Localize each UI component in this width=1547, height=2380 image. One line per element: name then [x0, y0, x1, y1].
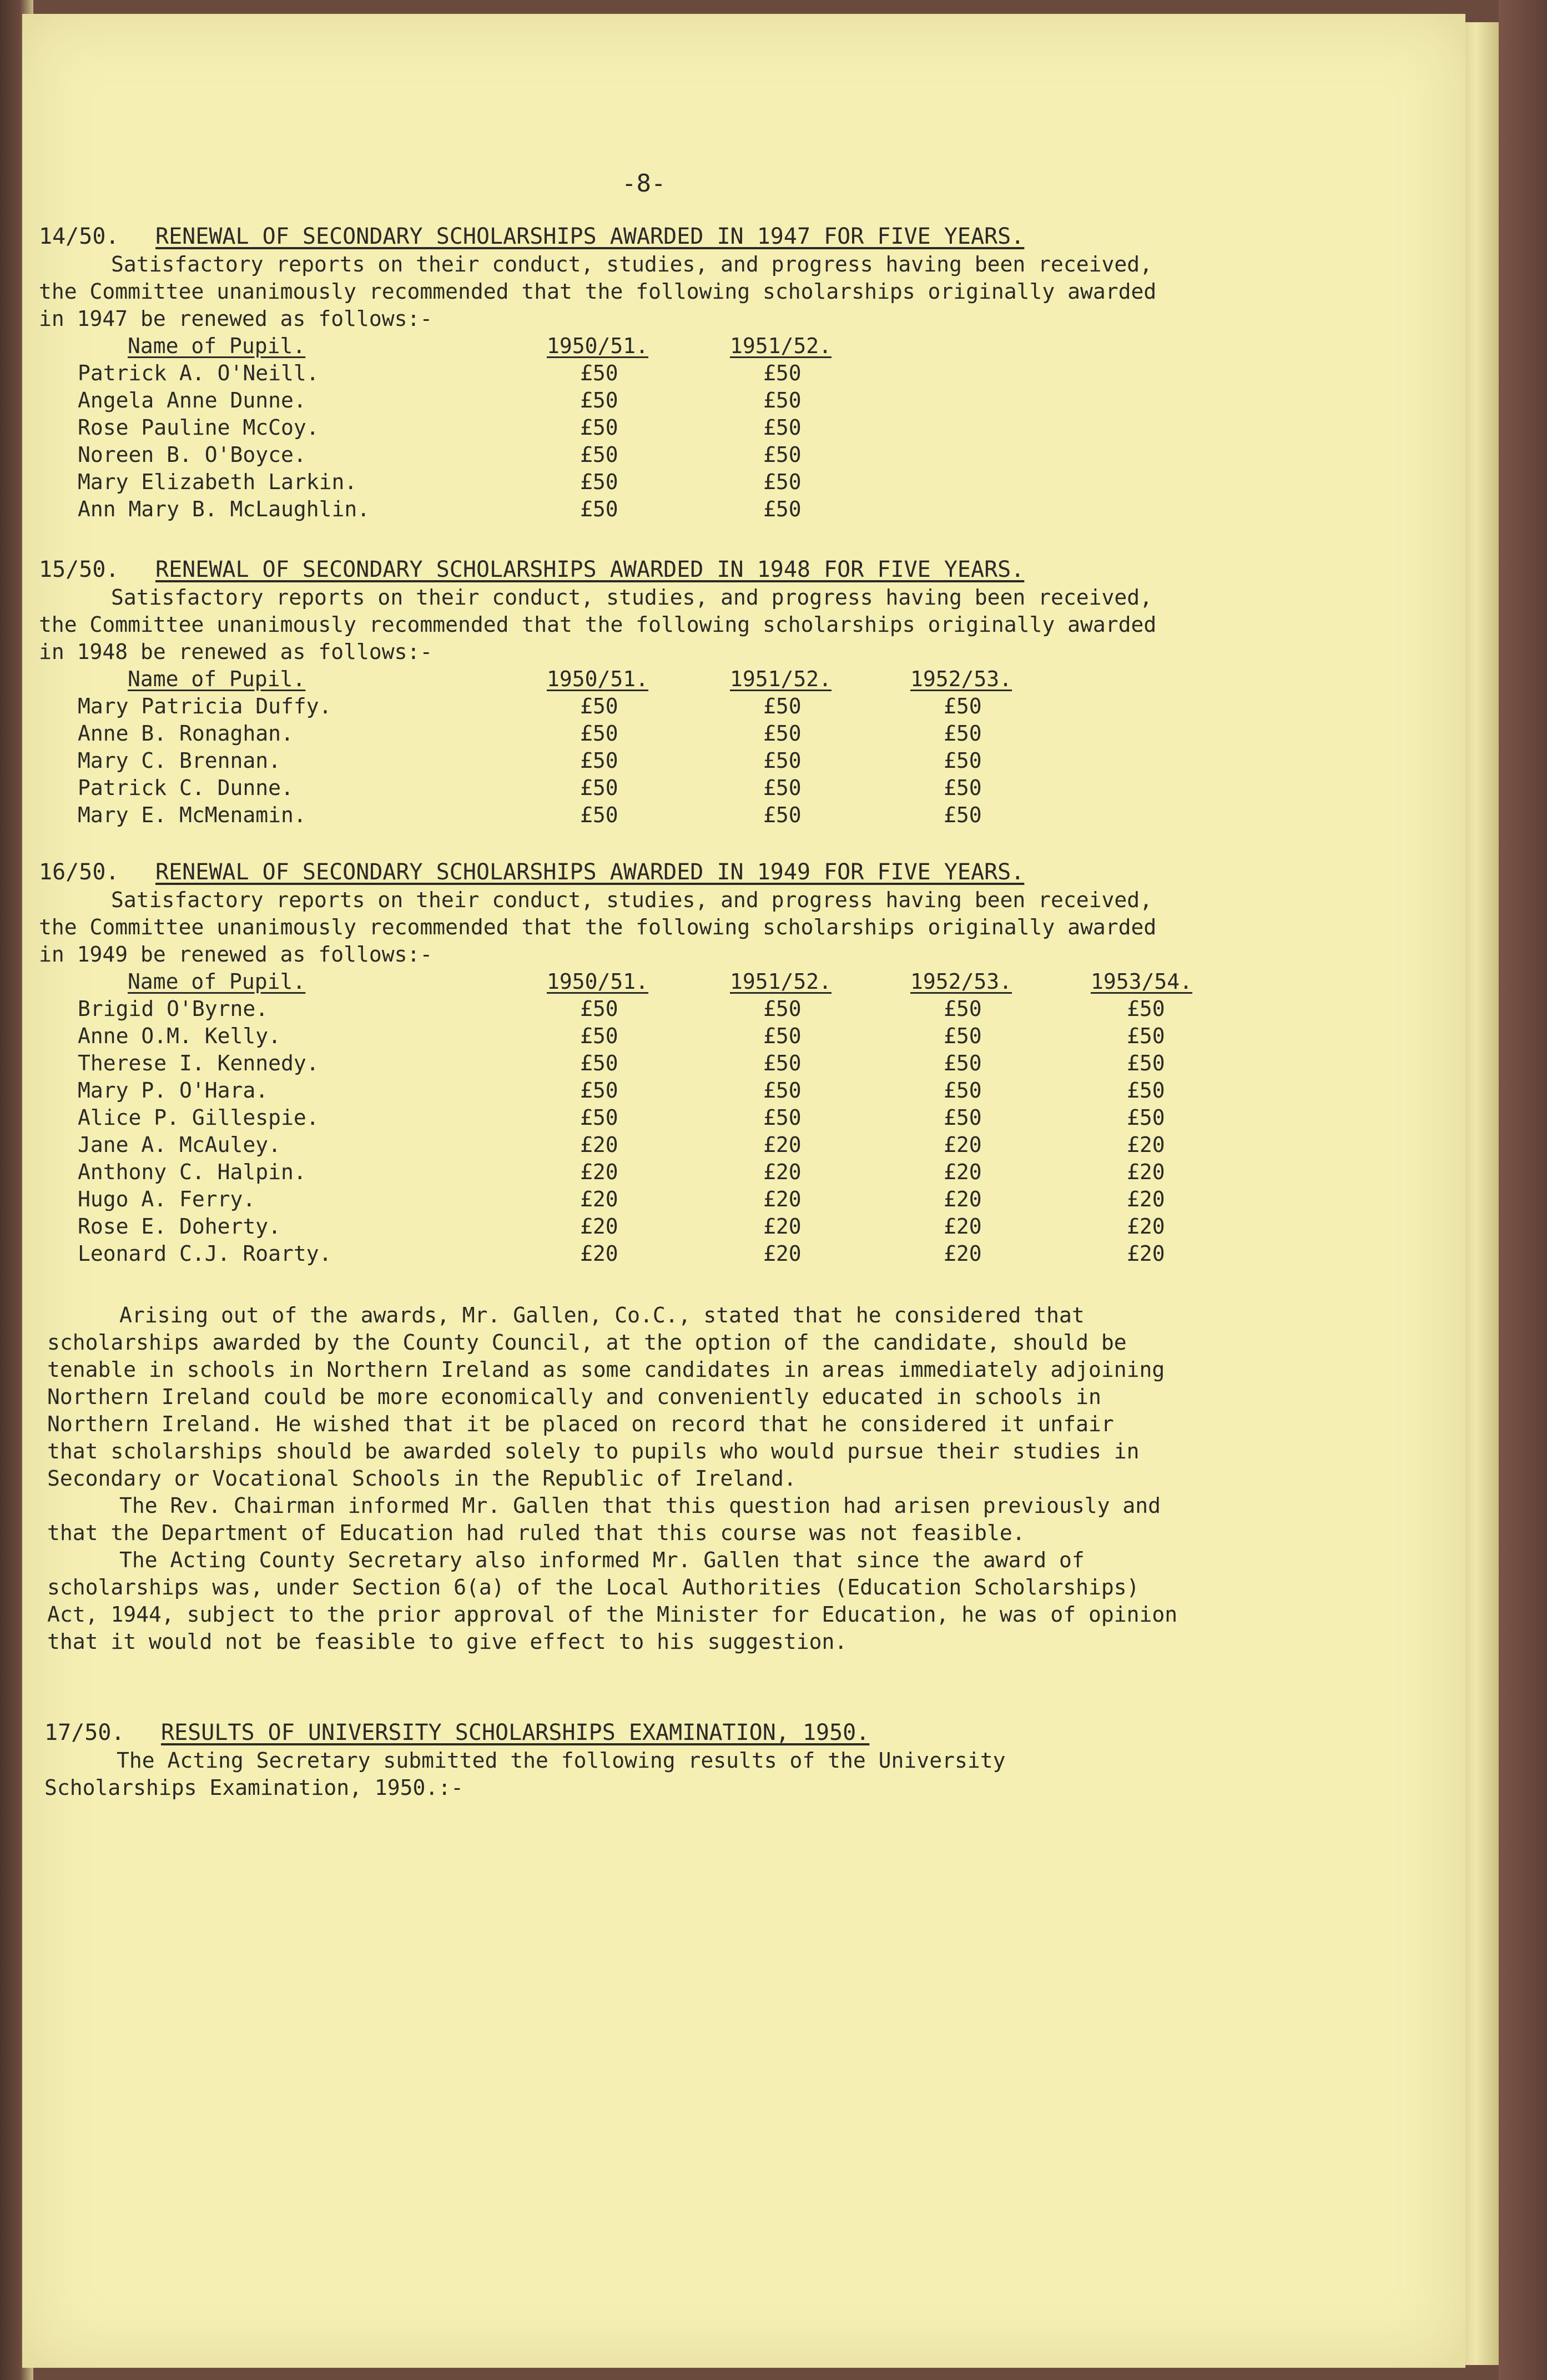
paragraph-line: Northern Ireland. He wished that it be placed on record that he considered it unfair	[47, 1412, 1114, 1436]
scholarship-table	[39, 968, 1316, 1267]
amount: £50	[763, 1105, 802, 1130]
amount: £50	[763, 694, 802, 718]
amount: £50	[763, 442, 802, 467]
back-pages	[1460, 22, 1499, 2365]
section-heading	[44, 1718, 1321, 1747]
amount: £20	[1127, 1214, 1165, 1239]
discussion-block	[47, 1302, 1324, 1656]
amount: £50	[580, 1105, 618, 1130]
amount: £50	[944, 694, 982, 718]
paragraph-line: The Rev. Chairman informed Mr. Gallen that this question had arisen previously and	[119, 1493, 1161, 1518]
table-row	[39, 414, 1316, 441]
pupil-name: Mary C. Brennan.	[78, 748, 281, 773]
amount: £20	[1127, 1187, 1165, 1211]
amount: £50	[580, 388, 618, 412]
section-15-50	[39, 555, 1316, 829]
paragraph-line: that the Department of Education had ruled that this course was not feasible.	[47, 1521, 1025, 1545]
amount: £20	[944, 1160, 982, 1184]
table-row	[39, 802, 1316, 829]
paragraph-line: the Committee unanimously recommended that the following scholarships originally awarded	[39, 612, 1157, 637]
paragraph-line: the Committee unanimously recommended that the following scholarships originally awarded	[39, 279, 1157, 304]
section-heading	[39, 222, 1316, 251]
column-header: 1951/52.	[730, 334, 832, 358]
amount: £50	[580, 442, 618, 467]
table-row	[39, 1159, 1316, 1186]
column-header: Name of Pupil.	[128, 334, 306, 358]
section-heading	[39, 858, 1316, 887]
amount: £50	[944, 1078, 982, 1103]
table-row	[39, 441, 1316, 469]
amount: £20	[944, 1187, 982, 1211]
table-header	[39, 968, 1316, 995]
table-row	[39, 360, 1316, 387]
amount: £50	[763, 415, 802, 440]
paragraph-line: Secondary or Vocational Schools in the Republic of Ireland.	[47, 1466, 797, 1491]
section-17-50	[44, 1718, 1321, 1802]
pupil-name: Noreen B. O'Boyce.	[78, 442, 306, 467]
amount: £50	[763, 803, 802, 827]
table-row	[39, 1186, 1316, 1213]
table-row	[39, 1023, 1316, 1050]
amount: £50	[944, 1024, 982, 1048]
paragraph-line: Act, 1944, subject to the prior approval of the Minister for Education, he was of opinion	[47, 1602, 1178, 1627]
pupil-name: Anne B. Ronaghan.	[78, 721, 294, 746]
table-row	[39, 496, 1316, 523]
amount: £50	[580, 361, 618, 385]
column-header: 1952/53.	[910, 969, 1012, 994]
column-header: 1951/52.	[730, 667, 832, 691]
column-header: 1950/51.	[547, 969, 649, 994]
amount: £50	[763, 388, 802, 412]
amount: £20	[1127, 1241, 1165, 1266]
table-header	[39, 333, 1316, 360]
amount: £50	[1127, 1051, 1165, 1075]
amount: £50	[763, 721, 802, 746]
amount: £20	[1127, 1133, 1165, 1157]
amount: £50	[763, 470, 802, 494]
amount: £50	[763, 361, 802, 385]
table-row	[39, 387, 1316, 414]
amount: £50	[580, 415, 618, 440]
section-paragraph	[44, 1747, 1321, 1802]
section-title: RESULTS OF UNIVERSITY SCHOLARSHIPS EXAMINATION, 1950.	[161, 1720, 870, 1745]
section-title: RENEWAL OF SECONDARY SCHOLARSHIPS AWARDED IN 1948 FOR FIVE YEARS.	[155, 557, 1025, 582]
amount: £20	[763, 1241, 802, 1266]
amount: £20	[580, 1241, 618, 1266]
pupil-name: Ann Mary B. McLaughlin.	[78, 497, 370, 521]
amount: £50	[763, 1051, 802, 1075]
amount: £20	[1127, 1160, 1165, 1184]
scholarship-table	[39, 333, 1316, 523]
table-row	[39, 693, 1316, 720]
amount: £20	[763, 1160, 802, 1184]
paragraph-line: in 1947 be renewed as follows:-	[39, 306, 433, 331]
amount: £50	[944, 997, 982, 1021]
paragraph-line: scholarships awarded by the County Council, at the option of the candidate, should be	[47, 1330, 1127, 1355]
paragraph-line: that scholarships should be awarded solely to pupils who would pursue their studies in	[47, 1439, 1140, 1463]
pupil-name: Therese I. Kennedy.	[78, 1051, 319, 1075]
column-header: 1950/51.	[547, 667, 649, 691]
amount: £50	[580, 721, 618, 746]
discussion-paragraph	[47, 1302, 1324, 1656]
amount: £50	[580, 748, 618, 773]
amount: £20	[580, 1187, 618, 1211]
pupil-name: Rose E. Doherty.	[78, 1214, 281, 1239]
pupil-name: Brigid O'Byrne.	[78, 997, 269, 1021]
column-header: 1951/52.	[730, 969, 832, 994]
table-row	[39, 1050, 1316, 1077]
table-row	[39, 1077, 1316, 1104]
pupil-name: Mary E. McMenamin.	[78, 803, 306, 827]
column-header: 1950/51.	[547, 334, 649, 358]
column-header: 1953/54.	[1091, 969, 1193, 994]
paragraph-line: The Acting Secretary submitted the following results of the University	[117, 1748, 1006, 1773]
section-number: 17/50.	[44, 1720, 125, 1745]
section-heading	[39, 555, 1316, 584]
amount: £20	[944, 1241, 982, 1266]
column-header: Name of Pupil.	[128, 667, 306, 691]
amount: £50	[580, 1024, 618, 1048]
amount: £50	[944, 776, 982, 800]
amount: £50	[580, 776, 618, 800]
section-number: 15/50.	[39, 557, 119, 582]
amount: £50	[580, 470, 618, 494]
section-14-50	[39, 222, 1316, 523]
amount: £50	[580, 694, 618, 718]
amount: £50	[1127, 1105, 1165, 1130]
amount: £20	[580, 1160, 618, 1184]
pupil-name: Mary Elizabeth Larkin.	[78, 470, 357, 494]
table-row	[39, 774, 1316, 802]
table-row	[39, 720, 1316, 747]
table-row	[39, 1213, 1316, 1240]
section-16-50	[39, 858, 1316, 1267]
paragraph-line: the Committee unanimously recommended that the following scholarships originally awarded	[39, 915, 1157, 939]
amount: £50	[580, 1078, 618, 1103]
amount: £50	[944, 721, 982, 746]
amount: £20	[763, 1187, 802, 1211]
pupil-name: Patrick C. Dunne.	[78, 776, 294, 800]
amount: £50	[763, 776, 802, 800]
amount: £50	[944, 1105, 982, 1130]
amount: £50	[763, 497, 802, 521]
table-row	[39, 1104, 1316, 1131]
amount: £50	[1127, 1078, 1165, 1103]
pupil-name: Rose Pauline McCoy.	[78, 415, 319, 440]
section-number: 14/50.	[39, 224, 119, 249]
amount: £20	[763, 1133, 802, 1157]
column-header: Name of Pupil.	[128, 969, 306, 994]
pupil-name: Alice P. Gillespie.	[78, 1105, 319, 1130]
amount: £50	[763, 1078, 802, 1103]
paragraph-line: Northern Ireland could be more economically and conveniently educated in schools in	[47, 1385, 1101, 1409]
amount: £50	[944, 748, 982, 773]
amount: £20	[763, 1214, 802, 1239]
pupil-name: Mary Patricia Duffy.	[78, 694, 332, 718]
pupil-name: Anne O.M. Kelly.	[78, 1024, 281, 1048]
pupil-name: Mary P. O'Hara.	[78, 1078, 269, 1103]
section-paragraph	[39, 251, 1316, 333]
table-header	[39, 666, 1316, 693]
paragraph-line: Satisfactory reports on their conduct, studies, and progress having been received,	[111, 252, 1152, 276]
scholarship-table	[39, 666, 1316, 829]
amount: £20	[944, 1214, 982, 1239]
amount: £50	[763, 1024, 802, 1048]
table-row	[39, 747, 1316, 774]
amount: £50	[580, 803, 618, 827]
paragraph-line: Satisfactory reports on their conduct, studies, and progress having been received,	[111, 585, 1152, 610]
amount: £50	[580, 997, 618, 1021]
paragraph-line: tenable in schools in Northern Ireland as some candidates in areas immediately adjoining	[47, 1357, 1165, 1382]
section-title: RENEWAL OF SECONDARY SCHOLARSHIPS AWARDED IN 1947 FOR FIVE YEARS.	[155, 224, 1025, 249]
amount: £50	[763, 748, 802, 773]
paragraph-line: in 1948 be renewed as follows:-	[39, 640, 433, 664]
table-row	[39, 1131, 1316, 1159]
amount: £50	[580, 497, 618, 521]
paragraph-line: scholarships was, under Section 6(a) of the Local Authorities (Education Scholarships)	[47, 1575, 1140, 1599]
table-row	[39, 995, 1316, 1023]
pupil-name: Angela Anne Dunne.	[78, 388, 306, 412]
amount: £50	[1127, 1024, 1165, 1048]
column-header: 1952/53.	[910, 667, 1012, 691]
pupil-name: Leonard C.J. Roarty.	[78, 1241, 332, 1266]
paragraph-line: that it would not be feasible to give effect to his suggestion.	[47, 1629, 848, 1654]
section-paragraph	[39, 584, 1316, 666]
amount: £50	[944, 803, 982, 827]
amount: £20	[580, 1214, 618, 1239]
amount: £50	[1127, 997, 1165, 1021]
section-number: 16/50.	[39, 859, 119, 885]
paragraph-line: Satisfactory reports on their conduct, studies, and progress having been received,	[111, 888, 1152, 912]
amount: £50	[944, 1051, 982, 1075]
paragraph-line: The Acting County Secretary also informed Mr. Gallen that since the award of	[119, 1548, 1085, 1572]
table-row	[39, 1240, 1316, 1267]
pupil-name: Anthony C. Halpin.	[78, 1160, 306, 1184]
section-paragraph	[39, 887, 1316, 968]
amount: £20	[580, 1133, 618, 1157]
section-title: RENEWAL OF SECONDARY SCHOLARSHIPS AWARDED IN 1949 FOR FIVE YEARS.	[155, 859, 1025, 885]
book-spine	[1499, 0, 1547, 2380]
paragraph-line: in 1949 be renewed as follows:-	[39, 942, 433, 967]
paragraph-line: Scholarships Examination, 1950.:-	[44, 1775, 463, 1800]
paragraph-line: Arising out of the awards, Mr. Gallen, Co.C., stated that he considered that	[119, 1303, 1085, 1327]
amount: £20	[944, 1133, 982, 1157]
amount: £50	[763, 997, 802, 1021]
pupil-name: Patrick A. O'Neill.	[78, 361, 319, 385]
pupil-name: Jane A. McAuley.	[78, 1133, 281, 1157]
table-row	[39, 469, 1316, 496]
page-number: -8-	[622, 169, 666, 198]
pupil-name: Hugo A. Ferry.	[78, 1187, 256, 1211]
amount: £50	[580, 1051, 618, 1075]
